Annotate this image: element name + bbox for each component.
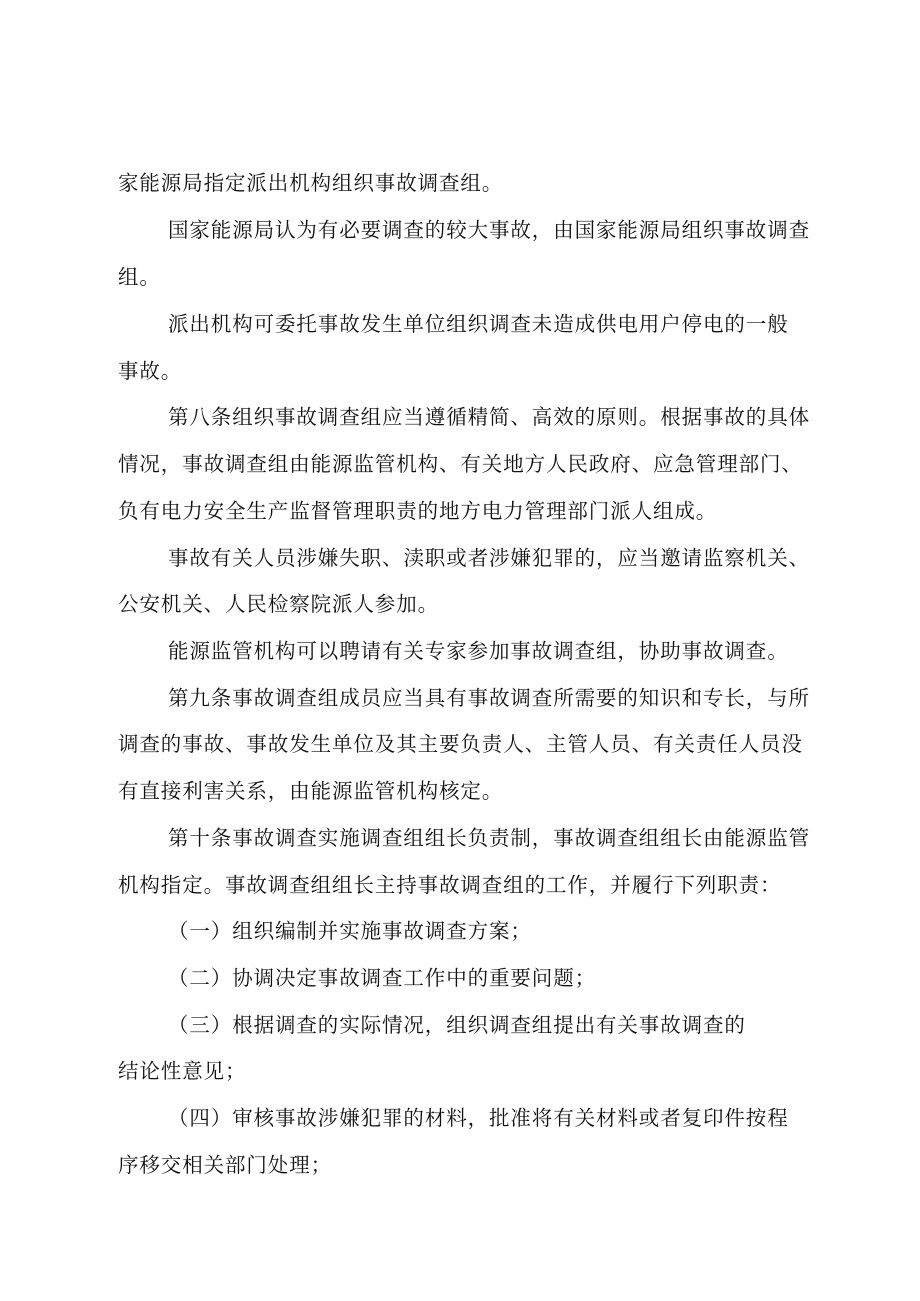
list-item: （三）根据调查的实际情况，组织调查组提出有关事故调查的 bbox=[168, 1013, 746, 1037]
text-line: 第八条组织事故调查组应当遵循精简、高效的原则。根据事故的具体 bbox=[168, 405, 810, 429]
text-line: 事故有关人员涉嫌失职、渎职或者涉嫌犯罪的，应当邀请监察机关、 bbox=[168, 546, 810, 570]
text-line: 有直接利害关系，由能源监管机构核定。 bbox=[118, 779, 504, 803]
list-item: （二）协调决定事故调查工作中的重要问题； bbox=[168, 966, 596, 990]
text-line: 调查的事故、事故发生单位及其主要负责人、主管人员、有关责任人员没 bbox=[118, 732, 803, 756]
text-line: 事故。 bbox=[118, 359, 183, 383]
list-item: （一）组织编制并实施事故调查方案； bbox=[168, 919, 532, 943]
text-line: 负有电力安全生产监督管理职责的地方电力管理部门派人组成。 bbox=[118, 499, 718, 523]
text-line: 家能源局指定派出机构组织事故调查组。 bbox=[118, 171, 504, 195]
text-line: 机构指定。事故调查组组长主持事故调查组的工作，并履行下列职责： bbox=[118, 873, 782, 897]
text-line: 国家能源局认为有必要调查的较大事故，由国家能源局组织事故调查 bbox=[168, 218, 810, 242]
text-line: 能源监管机构可以聘请有关专家参加事故调查组，协助事故调查。 bbox=[168, 639, 789, 663]
list-item: （四）审核事故涉嫌犯罪的材料，批准将有关材料或者复印件按程 bbox=[168, 1106, 789, 1130]
text-line: 公安机关、人民检察院派人参加。 bbox=[118, 592, 439, 616]
text-line: 情况，事故调查组由能源监管机构、有关地方人民政府、应急管理部门、 bbox=[118, 452, 803, 476]
text-line: 第十条事故调查实施调查组组长负责制，事故调查组组长由能源监管 bbox=[168, 826, 810, 850]
text-line: 派出机构可委托事故发生单位组织调查未造成供电用户停电的一般 bbox=[168, 312, 789, 336]
text-line: 结论性意见； bbox=[118, 1059, 247, 1083]
text-line: 组。 bbox=[118, 265, 161, 289]
text-line: 序移交相关部门处理； bbox=[118, 1153, 332, 1177]
text-line: 第九条事故调查组成员应当具有事故调查所需要的知识和专长，与所 bbox=[168, 686, 810, 710]
